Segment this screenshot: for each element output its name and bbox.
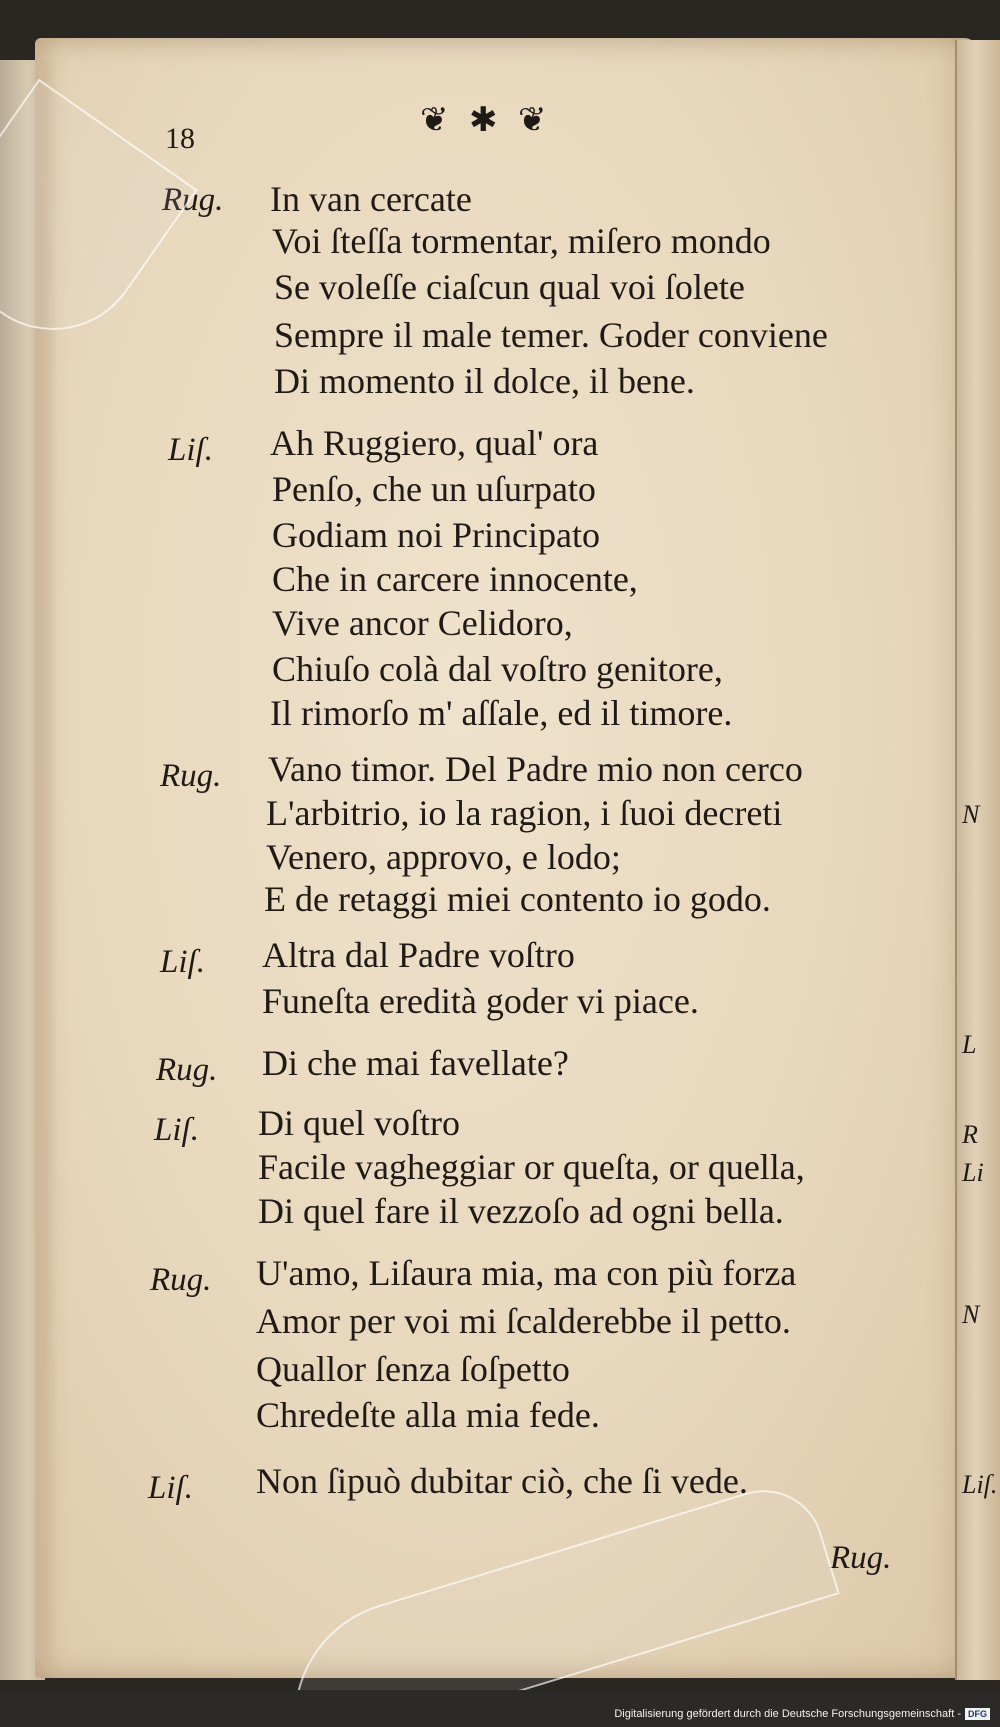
verse-line: Penſo, che un uſurpato	[272, 469, 596, 509]
verse-line: Voi ſteſſa tormentar, miſero mondo	[272, 221, 771, 261]
adjacent-page-fragment: Li	[962, 1158, 984, 1187]
verse-line: Amor per voi mi ſcalderebbe il petto.	[256, 1301, 791, 1341]
adjacent-page-fragment: L	[962, 1030, 977, 1059]
funding-credit-text: Digitalisierung gefördert durch die Deutsche Forschungsgemeinschaft -	[614, 1708, 961, 1720]
adjacent-page-fragment: Liſ.	[962, 1470, 998, 1499]
catchword: Rug.	[830, 1540, 892, 1576]
verse-line: Il rimorſo m' aſſale, ed il timore.	[270, 693, 733, 733]
verse-line: Vano timor. Del Padre mio non cerco	[268, 749, 803, 789]
verse-line: Chiuſo colà dal voſtro genitore,	[272, 649, 723, 689]
verse-line: E de retaggi miei contento io godo.	[264, 879, 771, 919]
verse-line: Facile vagheggiar or queſta, or quella,	[258, 1147, 805, 1187]
verse-line: Vive ancor Celidoro,	[272, 603, 573, 643]
verse-line: Ah Ruggiero, qual' ora	[270, 423, 599, 463]
funding-credit	[614, 1708, 990, 1720]
speaker-label: Liſ.	[148, 1470, 193, 1506]
verse-line: Non ſipuò dubitar ciò, che ſi vede.	[256, 1461, 748, 1501]
verse-line: Chredeſte alla mia fede.	[256, 1395, 600, 1435]
verse-line: Se voleſſe ciaſcun qual voi ſolete	[274, 267, 745, 307]
verse-line: L'arbitrio, io la ragion, i ſuoi decreti	[266, 793, 783, 833]
speaker-label: Rug.	[162, 182, 224, 218]
header-ornament: ❦ ✱ ❦	[420, 102, 553, 139]
page-number: 18	[165, 122, 195, 155]
speaker-label: Liſ.	[154, 1112, 199, 1148]
verse-line: In van cercate	[270, 179, 472, 219]
verse-line: Di quel voſtro	[258, 1103, 460, 1143]
speaker-label: Rug.	[150, 1262, 212, 1298]
dfg-logo-icon: DFG	[965, 1708, 990, 1720]
adjacent-page-fragment: N	[962, 1300, 980, 1329]
verse-line: Sempre il male temer. Goder conviene	[274, 315, 828, 355]
verse-line: Di che mai favellate?	[262, 1043, 569, 1083]
verse-line: Di quel fare il vezzoſo ad ogni bella.	[258, 1191, 784, 1231]
right-page-stack	[955, 40, 1000, 1680]
adjacent-page-fragment: R	[962, 1120, 978, 1149]
verse-line: Quallor ſenza ſoſpetto	[256, 1349, 570, 1389]
verse-line: Di momento il dolce, il bene.	[274, 361, 695, 401]
verse-line: Che in carcere innocente,	[272, 559, 638, 599]
speaker-label: Rug.	[160, 758, 222, 794]
verse-line: U'amo, Liſaura mia, ma con più forza	[256, 1253, 797, 1293]
speaker-label: Liſ.	[168, 432, 213, 468]
verse-line: Funeſta eredità goder vi piace.	[262, 981, 699, 1021]
speaker-label: Rug.	[156, 1052, 218, 1088]
verse-line: Venero, approvo, e lodo;	[266, 837, 621, 877]
speaker-label: Liſ.	[160, 944, 205, 980]
adjacent-page-fragment: N	[962, 800, 980, 829]
verse-line: Godiam noi Principato	[272, 515, 600, 555]
verse-line: Altra dal Padre voſtro	[262, 935, 575, 975]
